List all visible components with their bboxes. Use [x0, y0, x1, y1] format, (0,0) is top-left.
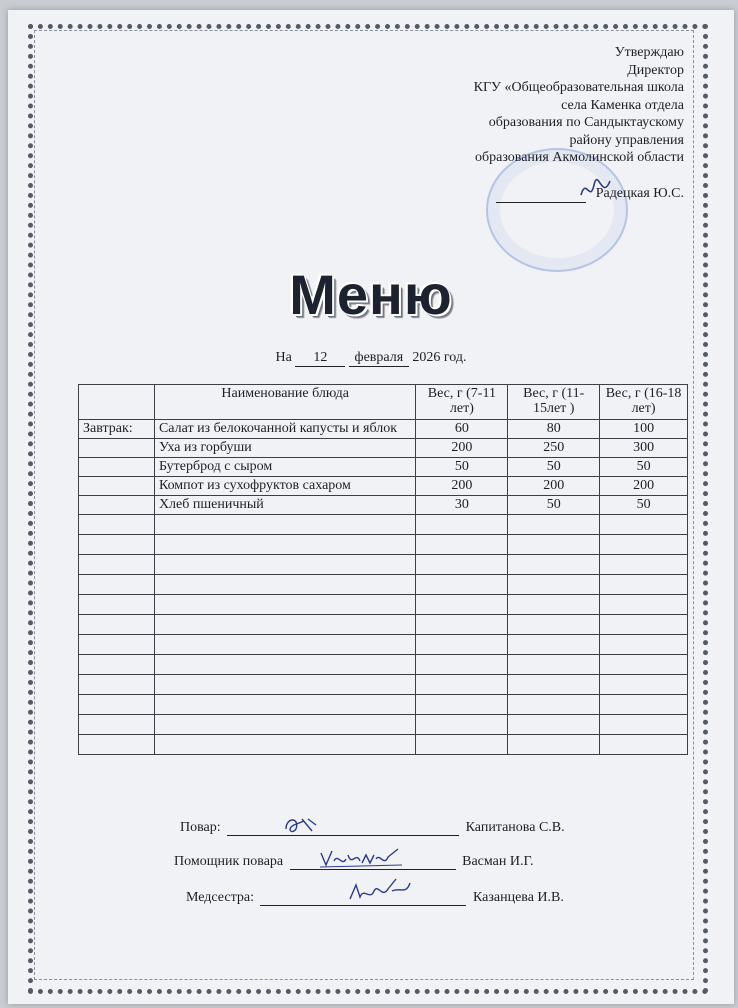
table-row [79, 439, 688, 458]
empty-cell [154, 715, 416, 735]
empty-cell [600, 715, 688, 735]
table-row-empty [79, 535, 688, 555]
signature-name: Казанцева И.В. [472, 890, 564, 905]
meal-label [79, 496, 155, 515]
empty-cell [600, 595, 688, 615]
empty-cell [508, 575, 600, 595]
meal-label: Завтрак: [79, 420, 155, 439]
empty-cell [154, 615, 416, 635]
signature-role: Медсестра: [186, 890, 254, 905]
date-suffix: 2026 год. [412, 350, 467, 365]
table-row [79, 420, 688, 439]
empty-cell [416, 515, 508, 535]
signature-line [290, 855, 456, 870]
signature-line [227, 821, 459, 836]
empty-cell [154, 695, 416, 715]
signature-row-nurse [186, 890, 564, 906]
assistant-signature-scribble [318, 847, 408, 871]
empty-cell [416, 695, 508, 715]
table-row-empty [79, 635, 688, 655]
director-name: Радецкая Ю.С. [595, 185, 684, 201]
signature-role: Повар: [180, 820, 221, 835]
signature-name: Васман И.Г. [462, 854, 534, 869]
weight-cell: 50 [416, 458, 508, 477]
header-weight-11-15: Вес, г (11-15лет ) [508, 385, 600, 420]
empty-cell [79, 535, 155, 555]
empty-cell [416, 655, 508, 675]
weight-cell: 200 [416, 439, 508, 458]
meal-label [79, 477, 155, 496]
weight-cell: 60 [416, 420, 508, 439]
weight-cell: 100 [600, 420, 688, 439]
table-row [79, 496, 688, 515]
table-row-empty [79, 695, 688, 715]
empty-cell [79, 515, 155, 535]
weight-cell: 300 [600, 439, 688, 458]
empty-cell [508, 515, 600, 535]
nurse-signature-scribble [346, 877, 416, 907]
dish-name: Салат из белокочанной капусты и яблок [154, 420, 416, 439]
header-dish: Наименование блюда [154, 385, 416, 420]
empty-cell [600, 555, 688, 575]
empty-cell [79, 595, 155, 615]
empty-cell [508, 555, 600, 575]
approval-block [384, 44, 684, 203]
table-row-empty [79, 615, 688, 635]
header-weight-16-18: Вес, г (16-18 лет) [600, 385, 688, 420]
approval-line: Утверждаю [614, 45, 684, 60]
approval-line: образования по Сандыктаускому [488, 115, 684, 130]
weight-cell: 50 [508, 458, 600, 477]
empty-cell [600, 655, 688, 675]
empty-cell [79, 715, 155, 735]
dish-name: Компот из сухофруктов сахаром [154, 477, 416, 496]
dish-name: Хлеб пшеничный [154, 496, 416, 515]
signature-row-cook [180, 820, 565, 836]
empty-cell [508, 715, 600, 735]
empty-cell [154, 735, 416, 755]
weight-cell: 50 [508, 496, 600, 515]
cook-signature-scribble [282, 815, 322, 837]
signature-role: Помощник повара [174, 854, 284, 869]
empty-cell [600, 695, 688, 715]
empty-cell [154, 575, 416, 595]
meal-label [79, 458, 155, 477]
empty-cell [416, 735, 508, 755]
weight-cell: 80 [508, 420, 600, 439]
menu-table [78, 384, 688, 755]
approval-line: КГУ «Общеобразовательная школа [473, 80, 684, 95]
weight-cell: 50 [600, 458, 688, 477]
empty-cell [79, 735, 155, 755]
date-month: февраля [349, 350, 409, 367]
table-row-empty [79, 715, 688, 735]
empty-cell [600, 675, 688, 695]
empty-cell [508, 675, 600, 695]
empty-cell [416, 675, 508, 695]
empty-cell [416, 635, 508, 655]
empty-cell [416, 555, 508, 575]
approval-line: Директор [627, 62, 684, 78]
empty-cell [508, 635, 600, 655]
empty-cell [154, 535, 416, 555]
director-signature [496, 167, 586, 204]
table-row-empty [79, 575, 688, 595]
table-row [79, 477, 688, 496]
approval-line: села Каменка отдела [561, 97, 684, 113]
empty-cell [416, 535, 508, 555]
date-prefix: На [275, 350, 292, 365]
empty-cell [600, 635, 688, 655]
weight-cell: 30 [416, 496, 508, 515]
approval-signature-line [384, 167, 684, 204]
empty-cell [79, 655, 155, 675]
empty-cell [600, 515, 688, 535]
empty-cell [154, 655, 416, 675]
empty-rows [79, 515, 688, 755]
dish-name: Уха из горбуши [154, 439, 416, 458]
empty-cell [508, 615, 600, 635]
weight-cell: 200 [416, 477, 508, 496]
weight-cell: 200 [508, 477, 600, 496]
empty-cell [600, 535, 688, 555]
empty-cell [416, 615, 508, 635]
signature-name: Капитанова С.В. [465, 820, 565, 835]
date-day: 12 [295, 350, 345, 367]
empty-cell [154, 515, 416, 535]
empty-cell [600, 735, 688, 755]
document-page [8, 10, 734, 1004]
table-row-empty [79, 515, 688, 535]
empty-cell [79, 695, 155, 715]
empty-cell [154, 675, 416, 695]
empty-cell [79, 555, 155, 575]
page-title: Меню [289, 263, 453, 326]
empty-cell [416, 595, 508, 615]
meal-label [79, 439, 155, 458]
header-meal [79, 385, 155, 420]
table-row-empty [79, 555, 688, 575]
empty-cell [79, 615, 155, 635]
empty-cell [600, 575, 688, 595]
table-row-empty [79, 675, 688, 695]
empty-cell [416, 715, 508, 735]
header-weight-7-11: Вес, г (7-11 лет) [416, 385, 508, 420]
empty-cell [416, 575, 508, 595]
signature-scribble [576, 175, 616, 205]
signature-line [260, 891, 466, 906]
approval-line: образования Акмолинской области [474, 150, 684, 165]
weight-cell: 50 [600, 496, 688, 515]
empty-cell [79, 675, 155, 695]
weight-cell: 200 [600, 477, 688, 496]
empty-cell [508, 735, 600, 755]
empty-cell [154, 555, 416, 575]
approval-line: району управления [569, 132, 684, 148]
weight-cell: 250 [508, 439, 600, 458]
empty-cell [79, 635, 155, 655]
table-row-empty [79, 655, 688, 675]
signature-row-assistant [174, 854, 534, 870]
table-row [79, 458, 688, 477]
empty-cell [600, 615, 688, 635]
empty-cell [508, 655, 600, 675]
empty-cell [508, 695, 600, 715]
empty-cell [508, 535, 600, 555]
table-row-empty [79, 595, 688, 615]
date-line [8, 350, 734, 367]
dish-name: Бутерброд с сыром [154, 458, 416, 477]
empty-cell [79, 575, 155, 595]
empty-cell [508, 595, 600, 615]
table-header-row [79, 385, 688, 420]
empty-cell [154, 635, 416, 655]
table-row-empty [79, 735, 688, 755]
empty-cell [154, 595, 416, 615]
